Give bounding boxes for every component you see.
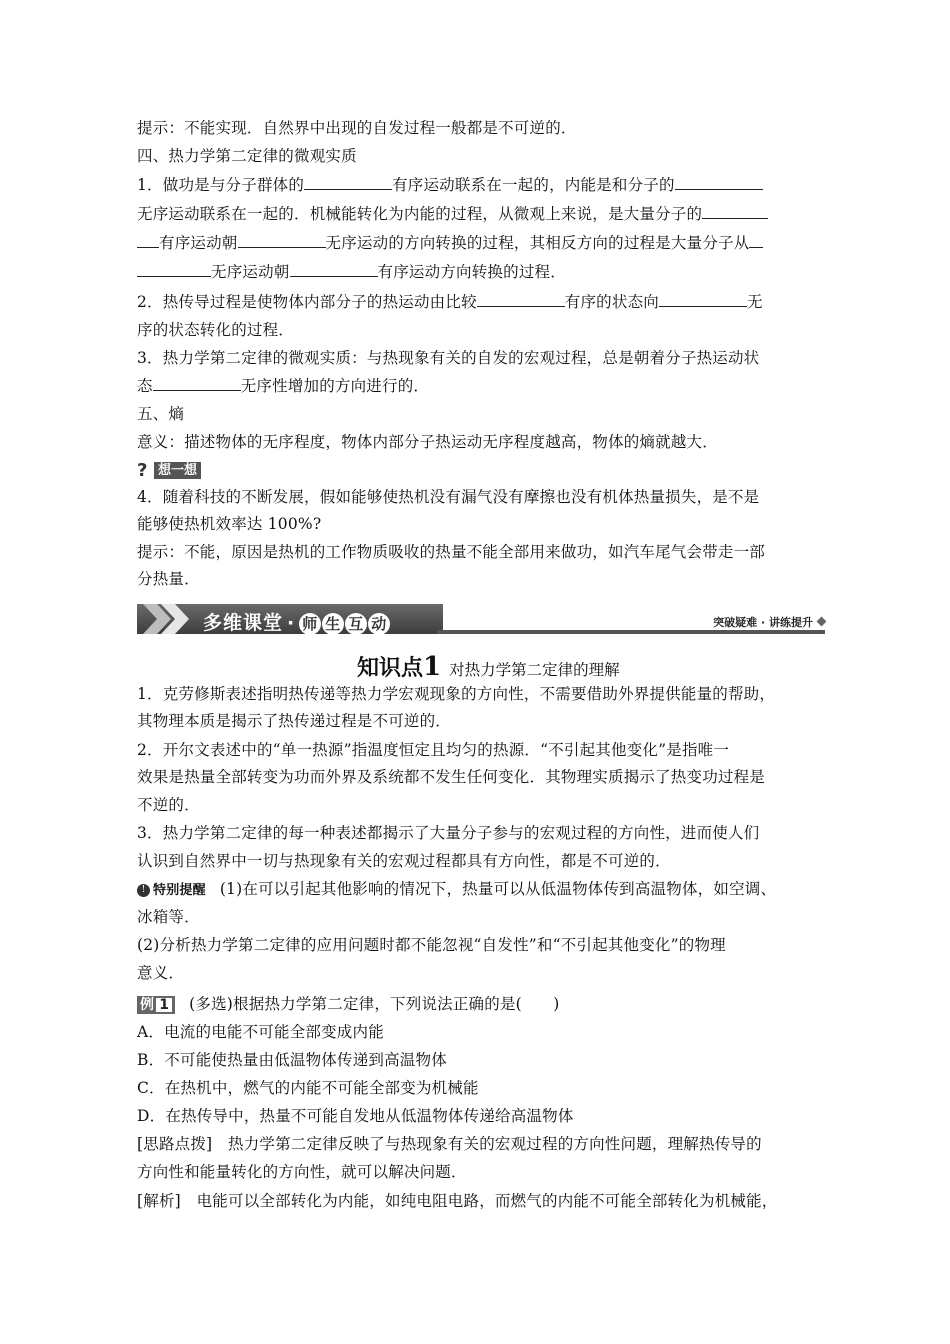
paragraph-line: 1．克劳修斯表述指明热传递等热力学宏观现象的方向性，不需要借助外界提供能量的帮助， [137, 685, 776, 703]
example-badge: 例 1 [137, 996, 175, 1014]
paragraph-line: 2．热传导过程是使物体内部分子的热运动由比较 有序的状态向 无 [137, 293, 763, 311]
banner-subtitle: 突破疑难 · 讲练提升 [713, 616, 813, 629]
paragraph-line: 1．做功是与分子群体的 有序运动联系在一起的，内能是和分子的 [137, 175, 827, 195]
knowledge-point-title: 知识点1 对热力学第二定律的理解 [357, 652, 620, 682]
analysis-line: [解析] 电能可以全部转化为内能，如纯电阻电路，而燃气的内能不可能全部转化为机械能， [137, 1192, 778, 1210]
paragraph-line: 不逆的． [137, 796, 200, 814]
fill-blank [137, 262, 211, 277]
fill-blank [702, 204, 768, 219]
option-a: A．电流的电能不可能全部变成内能 [137, 1023, 384, 1041]
reminder-line: 意义． [137, 964, 185, 982]
hint-text: 提示：不能实现．自然界中出现的自发过程一般都是不可逆的． [137, 119, 577, 137]
think-badge [137, 459, 201, 481]
paragraph-line: 意义：描述物体的无序程度，物体内部分子热运动无序程度越高，物体的熵就越大． [137, 433, 718, 451]
approach-hint: 方向性和能量转化的方向性，就可以解决问题． [137, 1163, 467, 1181]
option-b: B．不可能使热量由低温物体传递到高温物体 [137, 1051, 447, 1069]
paragraph-line: 态 无序性增加的方向进行的． [137, 377, 430, 395]
fill-blank [137, 233, 159, 248]
paragraph-line: 效果是热量全部转变为功而外界及系统都不发生任何变化．其物理实质揭示了热变功过程是 [137, 768, 766, 786]
fill-blank [477, 292, 565, 307]
fill-blank [659, 292, 747, 307]
paragraph-line: 3．热力学第二定律的微观实质：与热现象有关的自发的宏观过程，总是朝着分子热运动状 [137, 349, 760, 367]
question-line: 能够使热机效率达 100%? [137, 515, 322, 533]
reminder-line: ! 特别提醒 (1)在可以引起其他影响的情况下，热量可以从低温物体传到高温物体，如空调、 [137, 879, 827, 901]
think-label: 想一想 [154, 462, 201, 479]
section-heading-5: 五、熵 [137, 405, 185, 423]
alert-icon: ! [137, 884, 150, 897]
section-banner [137, 604, 825, 634]
paragraph-line: 无序运动朝 有序运动方向转换的过程． [137, 262, 827, 282]
question-line: 4．随着科技的不断发展，假如能够使热机没有漏气没有摩擦也没有机体热量损失，是不是 [137, 488, 760, 506]
banner-title: 多维课堂 · 师 生 互 动 [203, 608, 391, 635]
paragraph-line: 认识到自然界中一切与热现象有关的宏观过程都具有方向性，都是不可逆的． [137, 852, 671, 870]
option-d: D．在热传导中，热量不可能自发地从低温物体传递给高温物体 [137, 1107, 574, 1125]
hint-text: 分热量． [137, 570, 200, 588]
banner-bar [137, 604, 443, 634]
reminder-line: (2)分析热力学第二定律的应用问题时都不能忽视“自发性”和“不引起其他变化”的物理 [137, 936, 726, 954]
paragraph-line: 序的状态转化的过程． [137, 321, 295, 339]
fill-blank [675, 175, 763, 190]
paragraph-line: 有序运动朝 无序运动的方向转换的过程，其相反方向的过程是大量分子从 [137, 233, 827, 253]
paragraph-line: 无序运动联系在一起的．机械能转化为内能的过程，从微观上来说，是大量分子的 [137, 204, 827, 224]
paragraph-line: 2．开尔文表述中的“单一热源”指温度恒定且均匀的热源．“不引起其他变化”是指唯一 [137, 741, 730, 759]
reminder-label: 特别提醒 [153, 883, 206, 898]
paragraph-line: 其物理本质是揭示了热传递过程是不可逆的． [137, 712, 452, 730]
approach-hint: [思路点拨] 热力学第二定律反映了与热现象有关的宏观过程的方向性问题，理解热传导的 [137, 1135, 762, 1153]
reminder-line: 冰箱等． [137, 908, 200, 926]
banner-underline [437, 630, 825, 634]
fill-blank [153, 376, 241, 391]
question-mark-icon: ? [137, 459, 148, 481]
example-question: 例 1 (多选)根据热力学第二定律，下列说法正确的是( ) [137, 994, 827, 1014]
hint-text: 提示：不能，原因是热机的工作物质吸收的热量不能全部用来做功，如汽车尾气会带走一部 [137, 543, 766, 561]
fill-blank [290, 262, 378, 277]
fill-blank [238, 233, 326, 248]
chevron-arrows-icon [141, 604, 201, 634]
fill-blank [749, 233, 763, 248]
option-c: C．在热机中，燃气的内能不可能全部变为机械能 [137, 1079, 479, 1097]
fill-blank [304, 175, 392, 190]
diamond-icon [817, 617, 827, 627]
paragraph-line: 3．热力学第二定律的每一种表述都揭示了大量分子参与的宏观过程的方向性，进而使人们 [137, 824, 760, 842]
section-heading-4: 四、热力学第二定律的微观实质 [137, 147, 357, 165]
